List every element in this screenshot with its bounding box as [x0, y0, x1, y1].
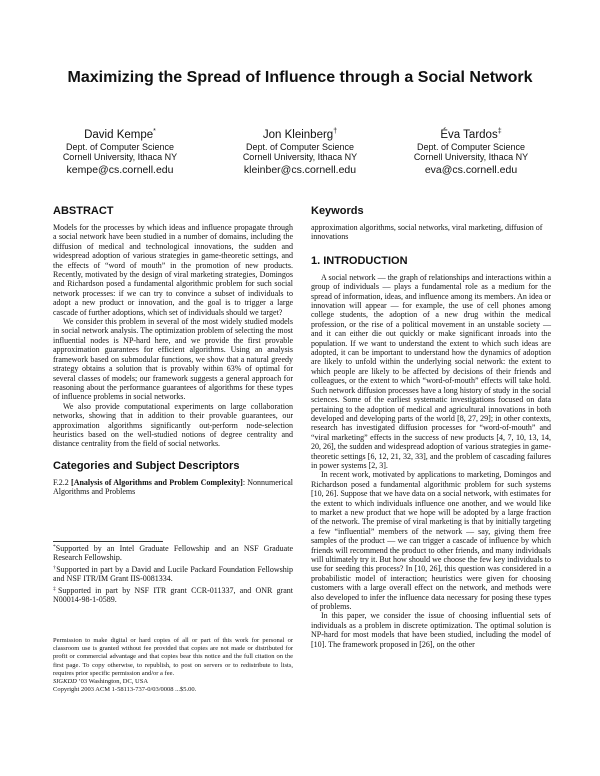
intro-paragraph: A social network — the graph of relationships and interactions within a group of individuals — plays a fundamental role as a medium for the spread of information, ideas, and influence among its members. An idea or innovation will appear — for example, the use of cell phones among college students, the adoption of a new drug within the medical profession, or the rise of a political movement in an unstable society — and it can either die out quickly or make significant inroads into the population. If we want to understand the extent to which such ideas are adopted, it can be important to understand how the dynamics of adoption are likely to unfold within the underlying social network: the extent to which people are likely to be affected by decisions of their friends and colleagues, or the extent to which “word-of-mouth” effects will take hold. Such network diffusion processes have a long history of study in the social sciences. Some of the earliest systematic investigations focused on data pertaining to the adoption of medical and agricultural innovations in both developed and developing parts of the world [8, 27, 29]; in other contexts, research has investigated diffusion processes for “word-of-mouth” and “viral marketing” effects in the success of new products [4, 7, 10, 13, 14, 20, 26], the sudden and widespread adoption of various strategies in game-theoretic settings [6, 12, 21, 32, 33], and the problem of cascading failures in power systems [2, 3]. [311, 272, 551, 470]
footnotes [53, 541, 293, 606]
paper-title: Maximizing the Spread of Influence through a Social Network [67, 69, 533, 86]
copyright-line: Copyright 2003 ACM 1-58113-737-0/03/0008 ...$5.00. [53, 686, 197, 694]
author-email: kempe@cs.cornell.edu [66, 164, 174, 176]
author-name: Jon Kleinberg† [262, 128, 338, 141]
author-dept: Dept. of Computer Science [65, 142, 175, 152]
footnote-rule [53, 541, 163, 542]
abstract-paragraph: We consider this problem in several of the most widely studied models in social network analysis. The optimization problem of selecting the most influential nodes is NP-hard here, and we provide the first provable approximation guarantees for efficient algorithms. Using an analysis framework based on submodular functions, we show that a natural greedy strategy obtains a solution that is provably within 63% of optimal for several classes of models; our framework suggests a general approach for reasoning about the performance guarantees of algorithms for these types of influence problems in social networks. [53, 317, 293, 402]
introduction-heading: 1. INTRODUCTION [311, 254, 408, 267]
intro-paragraph: In recent work, motivated by applications to marketing, Domingos and Richardson posed a fundamental algorithmic problem for such systems [10, 26]. Suppose that we have data on a social network, with estimates for the extent to which individuals influence one another, and we would like to market a new product that we hope will be adopted by a large fraction of the network. The premise of viral marketing is that by initially targeting a few “influential” members of the network — say, giving them free samples of the product — we can trigger a cascade of influence by which friends will recommend the product to other friends, and many individuals will ultimately try it. But how should we choose the few key individuals to use for seeding this process? In [10, 26], this question was considered in a probabilistic model of interaction; heuristics were given for choosing customers with a large overall effect on the network, and methods were also developed to infer the influence data necessary for posing these types of problems. [311, 470, 551, 612]
venue-line: SIGKDD ’03 Washington, DC, USA [53, 678, 149, 686]
author-dept: Dept. of Computer Science [416, 142, 526, 152]
abstract-paragraph: Models for the processes by which ideas and influence propagate through a social network have been studied in a number of domains, including the diffusion of medical and technological innovations, the sudden and widespread adoption of various strategies in game-theoretic settings, and the effects of “word of mouth” in the promotion of new products. Recently, motivated by the design of viral marketing strategies, Domingos and Richardson posed a fundamental algorithmic problem for such social network processes: if we can try to convince a subset of individuals to adopt a new product or innovation, and the goal is to trigger a large cascade of further adoptions, which set of individuals should we target? [53, 223, 293, 317]
author-institution: Cornell University, Ithaca NY [413, 152, 529, 162]
footnote: †Supported in part by a David and Lucile Packard Foundation Fellowship and NSF ITR/IM Grant IIS-0081334. [53, 564, 294, 584]
author-block-kempe [30, 128, 210, 177]
left-column [53, 204, 293, 497]
categories-text: F.2.2 [Analysis of Algorithms and Problem Complexity]: Nonnumerical Algorithms and Problems [53, 477, 294, 497]
keywords-heading: Keywords [311, 205, 364, 217]
footnote: ‡Supported in part by NSF ITR grant CCR-011337, and ONR grant N00014-98-1-0589. [53, 585, 294, 605]
abstract-paragraph: We also provide computational experiments on large collaboration networks, showing that in addition to their provable guarantees, our approximation algorithms significantly out-perform node-selection heuristics based on the well-studied notions of degree centrality and distance centrality from the field of social networks. [53, 401, 293, 449]
keywords-text: approximation algorithms, social networks, viral marketing, diffusion of innovations [311, 223, 543, 242]
permission-notice [53, 637, 293, 694]
footnote: *Supported by an Intel Graduate Fellowship and an NSF Graduate Research Fellowship. [53, 544, 293, 563]
categories-heading: Categories and Subject Descriptors [53, 459, 240, 472]
author-email: eva@cs.cornell.edu [424, 164, 518, 176]
abstract-heading: ABSTRACT [53, 205, 114, 217]
author-dept: Dept. of Computer Science [245, 142, 355, 152]
author-name: Éva Tardos‡ [440, 128, 502, 141]
author-institution: Cornell University, Ithaca NY [242, 152, 358, 162]
author-email: kleinber@cs.cornell.edu [243, 164, 357, 176]
author-block-tardos [381, 128, 561, 177]
author-block-kleinberg [210, 128, 390, 177]
author-name: David Kempe* [84, 128, 156, 141]
author-institution: Cornell University, Ithaca NY [62, 152, 178, 162]
right-column [311, 204, 551, 649]
intro-paragraph: In this paper, we consider the issue of choosing influential sets of individuals as a problem in discrete optimization. The optimal solution is NP-hard for most models that have been studied, including the model of [10]. The framework proposed in [26], on the other [311, 611, 551, 649]
permission-text: Permission to make digital or hard copies of all or part of this work for personal or classroom use is granted without fee provided that copies are not made or distributed for profit or commercial advantage and that copies bear this notice and the full citation on the first page. To copy otherwise, to republish, to post on servers or to redistribute to lists, requires prior specific permission and/or a fee. [53, 637, 293, 677]
